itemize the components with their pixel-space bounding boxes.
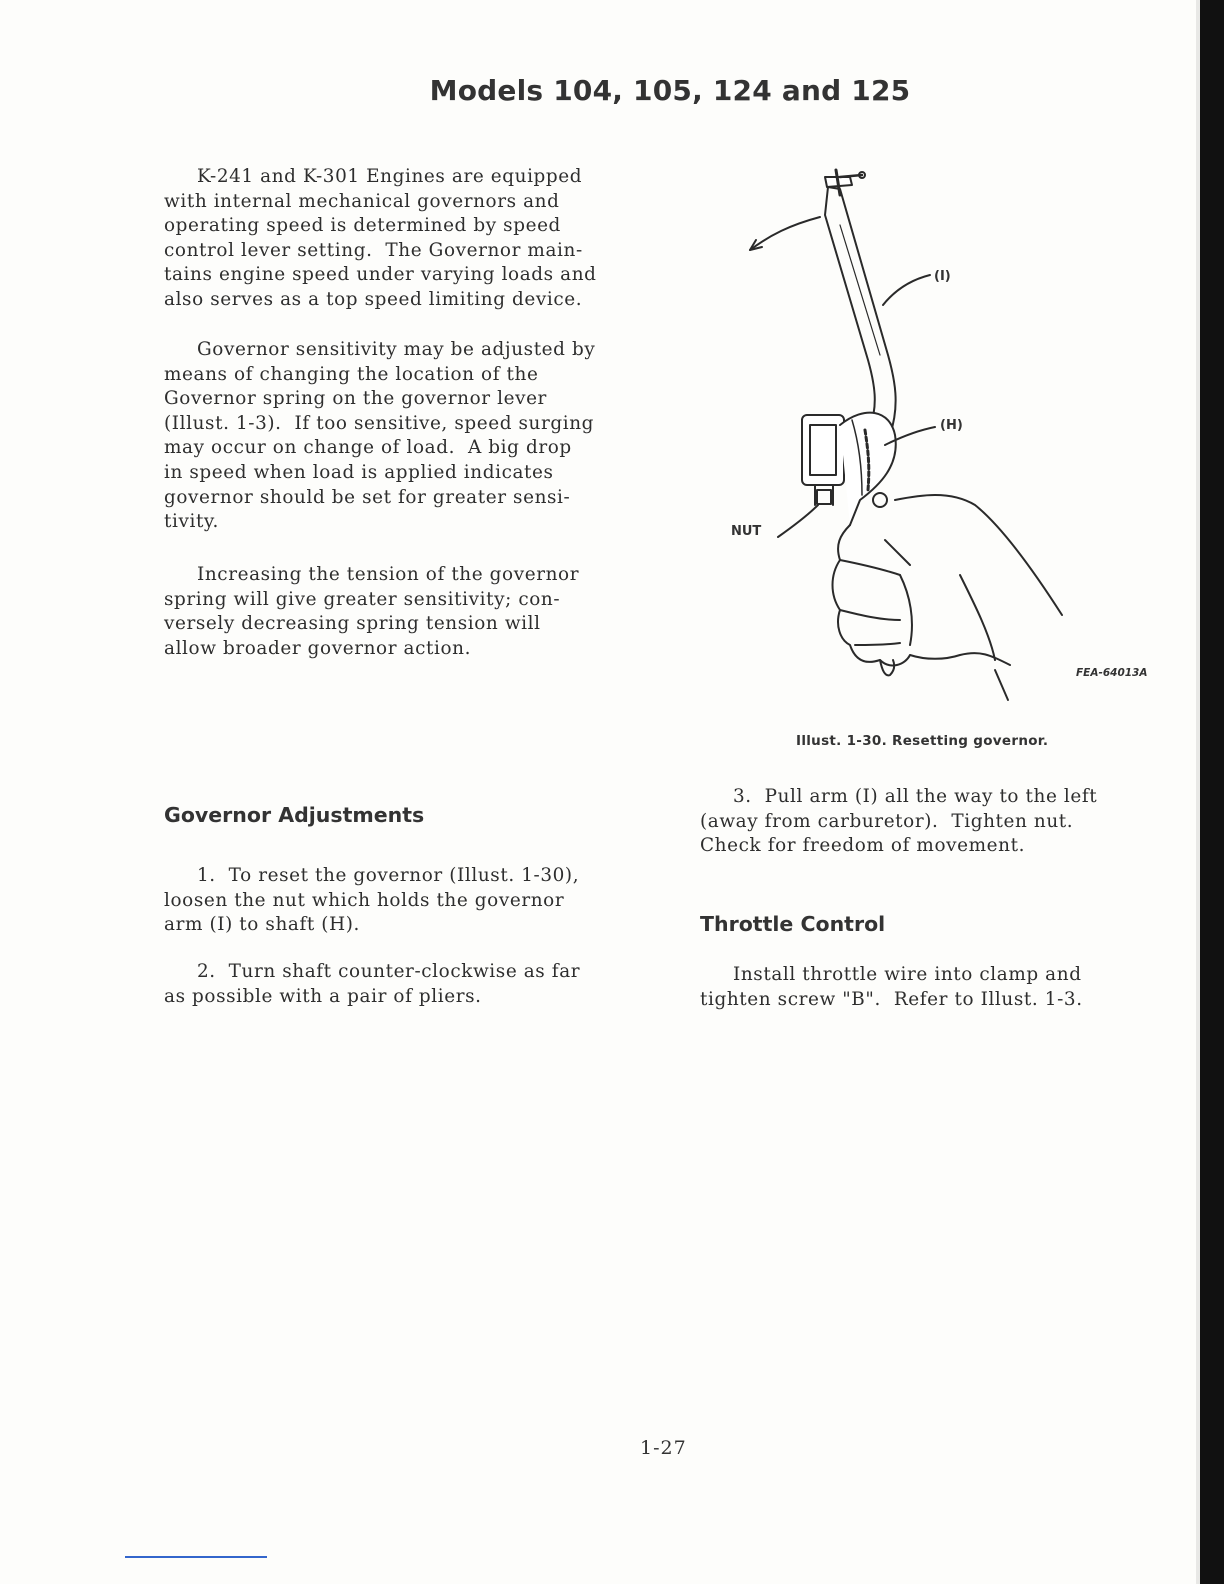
text-line: loosen the nut which holds the governor	[164, 889, 565, 911]
text-line: may occur on change of load. A big drop	[164, 437, 572, 459]
intro-paragraph	[164, 165, 597, 313]
text-line: (Illust. 1-3). If too sensitive, speed surging	[164, 412, 595, 434]
figure-code: FEA-64013A	[1076, 667, 1148, 679]
text-line: allow broader governor action.	[164, 637, 472, 659]
text-line: Increasing the tension of the governor	[197, 564, 580, 585]
text-line: 3. Pull arm (I) all the way to the left	[733, 786, 1098, 807]
governor-adjustments-heading: Governor Adjustments	[164, 803, 425, 827]
text-line: versely decreasing spring tension will	[164, 613, 541, 635]
text-line: 1. To reset the governor (Illust. 1-30),	[197, 865, 580, 886]
page-number: 1-27	[640, 1437, 687, 1459]
page-title: Models 104, 105, 124 and 125	[429, 74, 911, 107]
text-line: tighten screw "B". Refer to Illust. 1-3.	[700, 988, 1083, 1010]
step-3-paragraph	[700, 785, 1097, 859]
text-line: in speed when load is applied indicates	[164, 461, 554, 483]
text-line: operating speed is determined by speed	[164, 215, 561, 237]
throttle-control-heading: Throttle Control	[700, 912, 886, 936]
sensitivity-paragraph	[164, 338, 595, 535]
text-line: means of changing the location of the	[164, 363, 539, 385]
text-line: Governor spring on the governor lever	[164, 388, 547, 410]
rotation-arrow	[750, 217, 820, 250]
arm-label: (I)	[934, 269, 951, 284]
text-line: tivity.	[164, 511, 219, 533]
text-line: tains engine speed under varying loads and	[164, 264, 597, 286]
text-line: 2. Turn shaft counter-clockwise as far	[197, 961, 581, 982]
bottom-rule	[125, 1556, 267, 1558]
text-line: Install throttle wire into clamp and	[733, 964, 1082, 985]
text-line: arm (I) to shaft (H).	[164, 914, 360, 936]
text-line: with internal mechanical governors and	[164, 190, 560, 212]
figure-caption: Illust. 1-30. Resetting governor.	[796, 733, 1049, 749]
resetting-governor-illustration	[690, 165, 1160, 715]
text-line: as possible with a pair of pliers.	[164, 985, 482, 1007]
text-line: K-241 and K-301 Engines are equipped	[197, 166, 583, 187]
text-line: (away from carburetor). Tighten nut.	[700, 810, 1074, 832]
text-line: also serves as a top speed limiting device.	[164, 288, 583, 310]
text-line: control lever setting. The Governor main-	[164, 239, 583, 261]
tension-paragraph	[164, 563, 579, 661]
step-2-paragraph	[164, 960, 580, 1009]
shaft-label: (H)	[940, 418, 963, 433]
text-line: Governor sensitivity may be adjusted by	[197, 339, 596, 360]
scan-border	[1200, 0, 1224, 1584]
text-line: Check for freedom of movement.	[700, 835, 1026, 857]
text-line: governor should be set for greater sensi-	[164, 486, 571, 508]
text-line: spring will give greater sensitivity; con-	[164, 588, 561, 610]
throttle-paragraph	[700, 963, 1083, 1012]
nut-label: NUT	[731, 524, 762, 539]
step-1-paragraph	[164, 864, 579, 938]
